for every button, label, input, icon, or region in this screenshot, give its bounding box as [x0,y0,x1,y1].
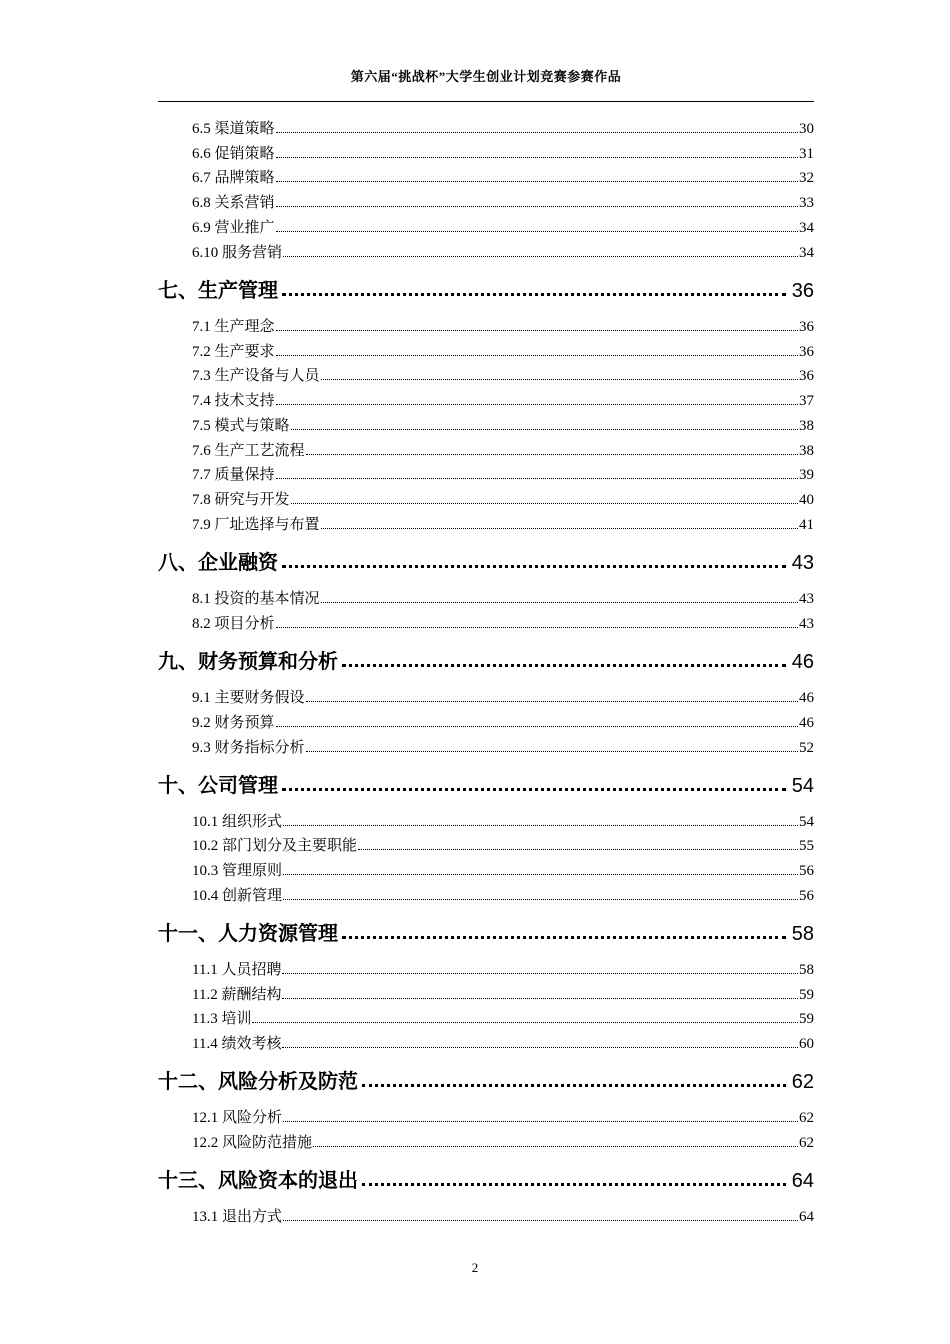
toc-entry-page-number: 39 [799,467,814,483]
toc-section-entry[interactable] [192,736,814,756]
toc-chapter-entry[interactable] [158,1065,814,1093]
toc-entry-label: 12.2 风险防范措施 [192,1135,313,1151]
dot-leader [306,751,798,752]
dot-leader [321,602,798,603]
toc-entry-label: 6.9 营业推广 [192,220,275,236]
toc-entry-page-number: 54 [791,775,814,797]
toc-entry-label: 6.10 服务营销 [192,245,283,261]
dot-leader [282,293,786,296]
toc-entry-label: 6.6 促销策略 [192,146,275,162]
toc-entry-page-number: 56 [799,863,814,879]
toc-entry-label: 10.2 部门划分及主要职能 [192,838,358,854]
toc-section-entry[interactable] [192,612,814,632]
dot-leader [276,157,798,158]
dot-leader [276,355,798,356]
dot-leader [282,1047,798,1048]
dot-leader [358,849,798,850]
toc-entry-label: 7.6 生产工艺流程 [192,443,305,459]
toc-section-entry[interactable] [192,983,814,1003]
toc-entry-label: 13.1 退出方式 [192,1209,283,1225]
toc-entry-page-number: 36 [799,344,814,360]
toc-entry-label: 7.3 生产设备与人员 [192,368,320,384]
toc-chapter-entry[interactable] [158,769,814,797]
toc-entry-page-number: 40 [799,492,814,508]
toc-entry-page-number: 34 [799,220,814,236]
dot-leader [276,404,798,405]
toc-section-entry[interactable] [192,216,814,236]
toc-entry-page-number: 56 [799,888,814,904]
toc-entry-label: 6.8 关系营销 [192,195,275,211]
toc-entry-label: 8.2 项目分析 [192,616,275,632]
dot-leader [276,627,798,628]
toc-entry-label: 11.1 人员招聘 [192,962,282,978]
dot-leader [291,503,798,504]
toc-entry-page-number: 59 [799,1011,814,1027]
dot-leader [276,132,798,133]
toc-section-entry[interactable] [192,439,814,459]
dot-leader [276,330,798,331]
toc-entry-label: 十二、风险分析及防范 [158,1069,358,1093]
toc-entry-label: 7.7 质量保持 [192,467,275,483]
dot-leader [283,874,798,875]
toc-entry-label: 11.3 培训 [192,1011,252,1027]
toc-section-entry[interactable] [192,166,814,186]
toc-entry-label: 十三、风险资本的退出 [158,1168,358,1192]
toc-section-entry[interactable] [192,389,814,409]
toc-entry-label: 7.9 厂址选择与布置 [192,517,320,533]
toc-entry-label: 7.8 研究与开发 [192,492,290,508]
toc-section-entry[interactable] [192,686,814,706]
toc-chapter-entry[interactable] [158,917,814,945]
toc-entry-page-number: 31 [799,146,814,162]
toc-entry-label: 9.3 财务指标分析 [192,740,305,756]
toc-entry-label: 10.3 管理原则 [192,863,283,879]
toc-entry-page-number: 36 [799,368,814,384]
toc-entry-label: 7.2 生产要求 [192,344,275,360]
toc-section-entry[interactable] [192,859,814,879]
toc-entry-label: 9.1 主要财务假设 [192,690,305,706]
toc-section-entry[interactable] [192,315,814,335]
toc-entry-label: 11.2 薪酬结构 [192,987,282,1003]
dot-leader [282,565,786,568]
dot-leader [282,973,798,974]
toc-section-entry[interactable] [192,488,814,508]
toc-entry-page-number: 30 [799,121,814,137]
toc-section-entry[interactable] [192,241,814,261]
toc-entry-page-number: 62 [799,1135,814,1151]
dot-leader [306,454,798,455]
toc-section-entry[interactable] [192,1131,814,1151]
toc-section-entry[interactable] [192,513,814,533]
toc-entry-label: 11.4 绩效考核 [192,1036,282,1052]
toc-entry-page-number: 46 [799,715,814,731]
toc-section-entry[interactable] [192,1032,814,1052]
toc-section-entry[interactable] [192,884,814,904]
dot-leader [282,788,786,791]
toc-section-entry[interactable] [192,191,814,211]
toc-section-entry[interactable] [192,1007,814,1027]
toc-chapter-entry[interactable] [158,274,814,302]
toc-section-entry[interactable] [192,414,814,434]
toc-entry-page-number: 52 [799,740,814,756]
toc-entry-page-number: 58 [799,962,814,978]
toc-section-entry[interactable] [192,711,814,731]
dot-leader [283,1220,798,1221]
toc-section-entry[interactable] [192,340,814,360]
toc-entry-label: 8.1 投资的基本情况 [192,591,320,607]
dot-leader [342,936,786,939]
dot-leader [321,379,798,380]
toc-entry-label: 十一、人力资源管理 [158,921,338,945]
toc-section-entry[interactable] [192,142,814,162]
toc-entry-page-number: 43 [791,552,814,574]
toc-entry-label: 6.5 渠道策略 [192,121,275,137]
toc-entry-label: 八、企业融资 [158,550,278,574]
dot-leader [276,726,798,727]
toc-entry-page-number: 43 [799,616,814,632]
toc-entry-page-number: 55 [799,838,814,854]
toc-entry-page-number: 32 [799,170,814,186]
toc-chapter-entry[interactable] [158,645,814,673]
toc-entry-label: 7.5 模式与策略 [192,418,290,434]
toc-section-entry[interactable] [192,1106,814,1126]
dot-leader [283,825,798,826]
page-header-title: 第六届“挑战杯”大学生创业计划竞赛参赛作品 [350,69,622,84]
dot-leader [276,231,798,232]
toc-entry-page-number: 37 [799,393,814,409]
toc-section-entry[interactable] [192,810,814,830]
toc-entry-label: 七、生产管理 [158,278,278,302]
toc-entry-page-number: 38 [799,418,814,434]
dot-leader [342,664,786,667]
toc-entry-page-number: 43 [799,591,814,607]
toc-entry-page-number: 60 [799,1036,814,1052]
dot-leader [291,429,798,430]
toc-entry-label: 10.1 组织形式 [192,814,283,830]
toc-entry-label: 9.2 财务预算 [192,715,275,731]
toc-section-entry[interactable] [192,117,814,137]
toc-entry-page-number: 36 [799,319,814,335]
toc-section-entry[interactable] [192,587,814,607]
toc-entry-label: 12.1 风险分析 [192,1110,283,1126]
dot-leader [282,998,798,999]
dot-leader [313,1146,798,1147]
dot-leader [276,478,798,479]
toc-chapter-entry[interactable] [158,546,814,574]
toc-entry-page-number: 58 [791,923,814,945]
toc-entry-page-number: 38 [799,443,814,459]
toc-section-entry[interactable] [192,463,814,483]
toc-entry-page-number: 62 [791,1071,814,1093]
toc-section-entry[interactable] [192,958,814,978]
toc-section-entry[interactable] [192,1205,814,1225]
dot-leader [276,206,798,207]
toc-entry-page-number: 46 [791,651,814,673]
dot-leader [283,1121,798,1122]
toc-entry-label: 7.1 生产理念 [192,319,275,335]
dot-leader [283,256,798,257]
toc-entry-label: 7.4 技术支持 [192,393,275,409]
toc-entry-page-number: 54 [799,814,814,830]
toc-entry-page-number: 62 [799,1110,814,1126]
toc-entry-label: 十、公司管理 [158,773,278,797]
toc-entry-page-number: 34 [799,245,814,261]
toc-entry-page-number: 59 [799,987,814,1003]
toc-entry-label: 10.4 创新管理 [192,888,283,904]
dot-leader [276,181,798,182]
dot-leader [321,528,798,529]
toc-entry-label: 九、财务预算和分析 [158,649,338,673]
page-number: 2 [471,1260,479,1275]
toc-section-entry[interactable] [192,364,814,384]
toc-entry-page-number: 41 [799,517,814,533]
dot-leader [283,899,798,900]
toc-entry-page-number: 46 [799,690,814,706]
dot-leader [252,1022,798,1023]
toc-entry-label: 6.7 品牌策略 [192,170,275,186]
toc-section-entry[interactable] [192,834,814,854]
dot-leader [362,1084,786,1087]
toc-entry-page-number: 64 [799,1209,814,1225]
dot-leader [362,1183,786,1186]
toc-entry-page-number: 64 [791,1170,814,1192]
toc-chapter-entry[interactable] [158,1164,814,1192]
dot-leader [306,701,798,702]
toc-entry-page-number: 36 [791,280,814,302]
header-divider [158,101,814,102]
toc-entry-page-number: 33 [799,195,814,211]
